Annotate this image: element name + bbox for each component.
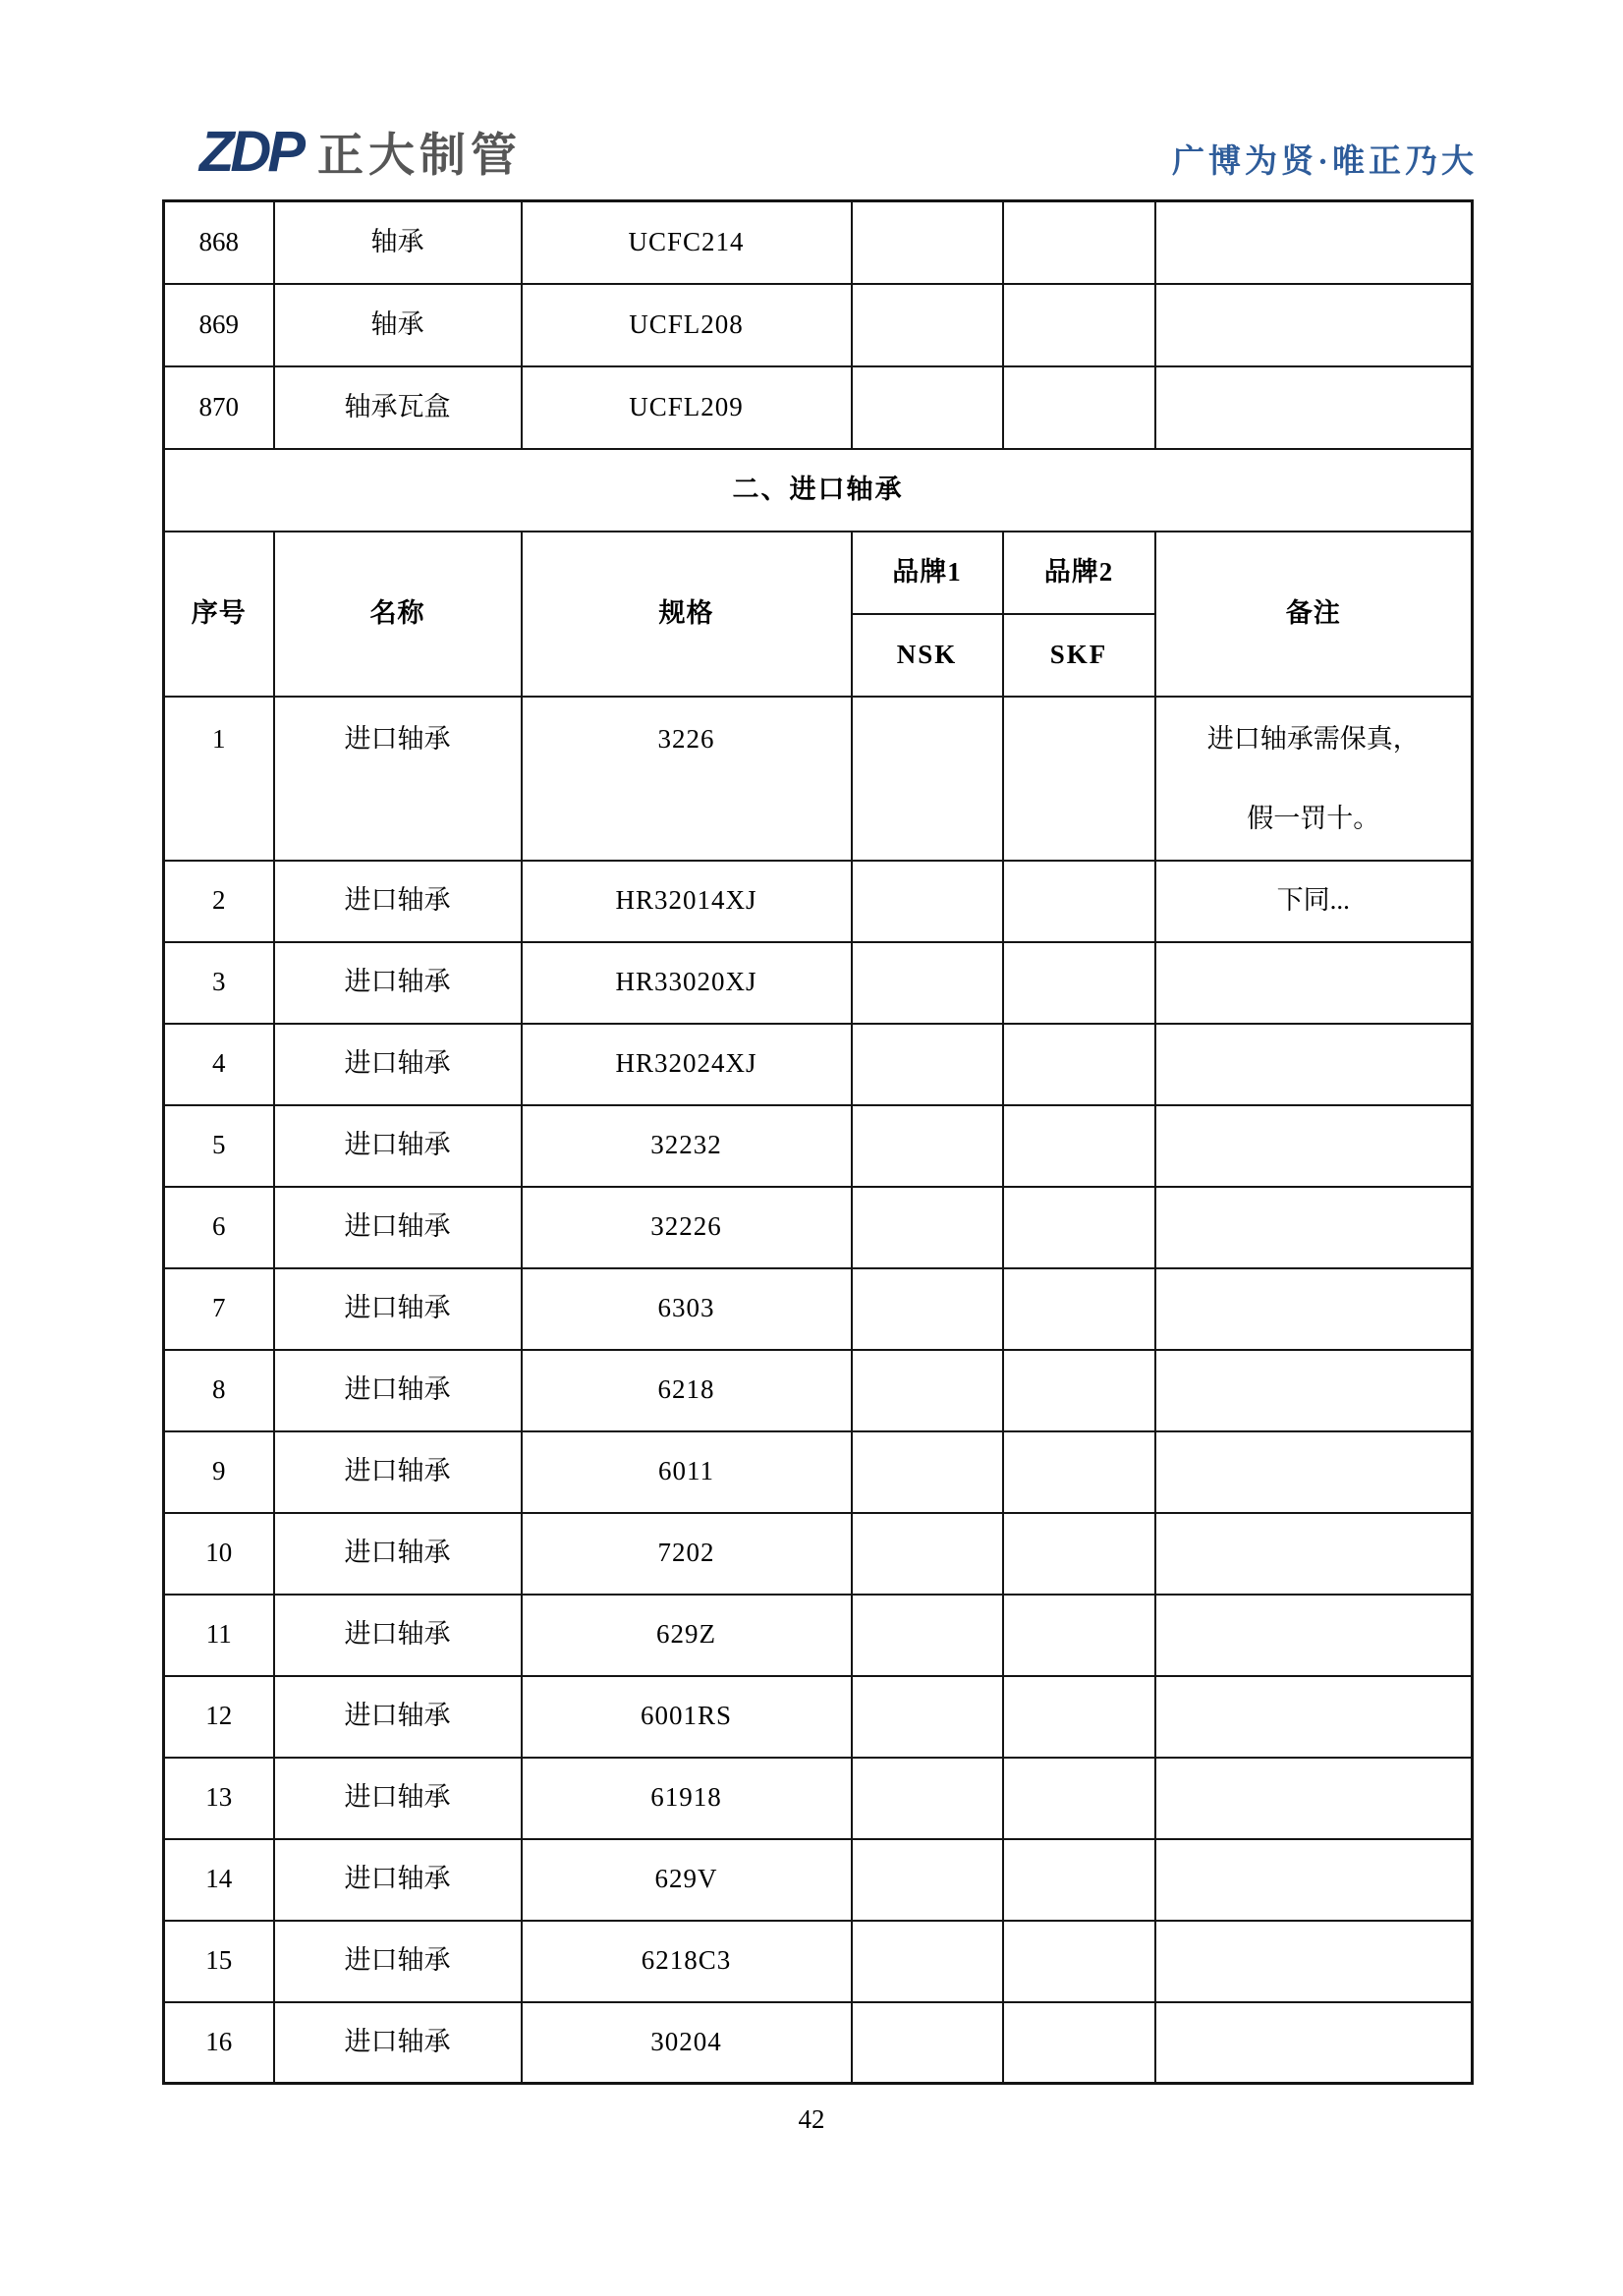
cell-remark (1155, 1758, 1473, 1839)
col-header-name: 名称 (274, 532, 522, 697)
table-row (164, 861, 1473, 942)
cell-brand2 (1003, 1758, 1155, 1839)
cell-remark (1155, 1431, 1473, 1513)
cell-seq: 1 (164, 697, 274, 861)
cell-name: 进口轴承 (274, 942, 522, 1024)
cell-name: 进口轴承 (274, 2002, 522, 2084)
table-row (164, 1187, 1473, 1268)
cell-name: 进口轴承 (274, 1839, 522, 1921)
cell-remark (1155, 1921, 1473, 2002)
cell-seq: 3 (164, 942, 274, 1024)
cell-brand1 (852, 1350, 1003, 1431)
table-row (164, 1024, 1473, 1105)
page-number: 42 (798, 2104, 825, 2134)
remark-line: 进口轴承需保真， (1206, 723, 1420, 754)
cell-spec: 6001RS (522, 1676, 852, 1758)
col-header-brand2: 品牌2 (1003, 532, 1155, 614)
cell-brand1 (852, 942, 1003, 1024)
cell-brand2 (1003, 1839, 1155, 1921)
cell-name: 进口轴承 (274, 1268, 522, 1350)
cell-name: 进口轴承 (274, 1350, 522, 1431)
cell-brand2 (1003, 1921, 1155, 2002)
cell-name: 进口轴承 (274, 1024, 522, 1105)
cell-brand1 (852, 1921, 1003, 2002)
section-title: 二、进口轴承 (164, 449, 1473, 532)
table-row (164, 942, 1473, 1024)
cell-seq: 2 (164, 861, 274, 942)
cell-spec: 32232 (522, 1105, 852, 1187)
header-body (164, 532, 1473, 697)
cell-brand1 (852, 284, 1003, 366)
cell-spec: 7202 (522, 1513, 852, 1595)
cell-brand1 (852, 697, 1003, 861)
cell-spec: HR33020XJ (522, 942, 852, 1024)
cell-spec: UCFL208 (522, 284, 852, 366)
cell-brand2 (1003, 1676, 1155, 1758)
cell-brand2 (1003, 284, 1155, 366)
cell-name: 进口轴承 (274, 1431, 522, 1513)
section-body (164, 449, 1473, 532)
table-row (164, 1595, 1473, 1676)
cell-seq: 13 (164, 1758, 274, 1839)
remark-line: 假一罚十。 (1247, 804, 1380, 834)
cell-name: 进口轴承 (274, 1758, 522, 1839)
logo-company-text: 正大制管 (317, 129, 522, 181)
cell-brand1 (852, 861, 1003, 942)
cell-remark (1155, 1105, 1473, 1187)
cell-remark (1155, 1187, 1473, 1268)
cell-brand2 (1003, 1595, 1155, 1676)
cell-seq: 869 (164, 284, 274, 366)
cell-spec: HR32014XJ (522, 861, 852, 942)
cell-remark (1155, 1513, 1473, 1595)
cell-brand2 (1003, 366, 1155, 449)
table-row (164, 1105, 1473, 1187)
cell-brand1 (852, 1431, 1003, 1513)
cell-seq: 14 (164, 1839, 274, 1921)
cell-seq: 870 (164, 366, 274, 449)
cell-remark (1155, 861, 1473, 942)
table-row (164, 1758, 1473, 1839)
cell-spec: UCFC214 (522, 201, 852, 284)
table-row (164, 1513, 1473, 1595)
cell-remark (1155, 1676, 1473, 1758)
cell-spec: 61918 (522, 1758, 852, 1839)
cell-remark (1155, 1268, 1473, 1350)
cell-seq: 15 (164, 1921, 274, 2002)
cell-spec: 6218C3 (522, 1921, 852, 2002)
col-header-brand1: 品牌1 (852, 532, 1003, 614)
cell-spec: 30204 (522, 2002, 852, 2084)
table-row (164, 2002, 1473, 2084)
cell-spec: 32226 (522, 1187, 852, 1268)
cell-spec: UCFL209 (522, 366, 852, 449)
cell-spec: 6218 (522, 1350, 852, 1431)
cell-spec: 629Z (522, 1595, 852, 1676)
header-slogan: 广博为贤·唯正乃大 (1171, 144, 1478, 180)
cell-name: 轴承瓦盒 (274, 366, 522, 449)
cell-brand1 (852, 1268, 1003, 1350)
col-header-remark: 备注 (1155, 532, 1473, 697)
cell-brand1 (852, 1024, 1003, 1105)
logo-zdp-text: ZDP (199, 120, 302, 184)
cell-brand2 (1003, 697, 1155, 861)
cell-brand2 (1003, 1431, 1155, 1513)
cell-name: 进口轴承 (274, 1676, 522, 1758)
cell-remark (1155, 366, 1473, 449)
cell-brand1 (852, 1105, 1003, 1187)
table-row (164, 1839, 1473, 1921)
cell-brand2 (1003, 1105, 1155, 1187)
table-row (164, 1350, 1473, 1431)
cell-name: 进口轴承 (274, 1921, 522, 2002)
cell-seq: 6 (164, 1187, 274, 1268)
data-rows-body (164, 697, 1473, 2084)
continuation-rows-body (164, 201, 1473, 449)
cell-remark (1155, 1839, 1473, 1921)
cell-remark (1155, 942, 1473, 1024)
cell-brand2 (1003, 1513, 1155, 1595)
cell-spec: HR32024XJ (522, 1024, 852, 1105)
cell-seq: 7 (164, 1268, 274, 1350)
section-title-row (164, 449, 1473, 532)
cell-brand1 (852, 1758, 1003, 1839)
table-row (164, 1921, 1473, 2002)
remark-line: 下同... (1276, 885, 1350, 916)
cell-spec: 3226 (522, 697, 852, 861)
company-logo (199, 120, 522, 184)
cell-brand1 (852, 1595, 1003, 1676)
table-row (164, 284, 1473, 366)
cell-brand1 (852, 1513, 1003, 1595)
cell-brand1 (852, 2002, 1003, 2084)
cell-brand2 (1003, 861, 1155, 942)
cell-brand1 (852, 1839, 1003, 1921)
cell-brand2 (1003, 201, 1155, 284)
cell-remark (1155, 284, 1473, 366)
cell-name: 进口轴承 (274, 1187, 522, 1268)
cell-remark (1155, 1024, 1473, 1105)
table-row (164, 1676, 1473, 1758)
cell-remark (1155, 697, 1473, 861)
cell-name: 进口轴承 (274, 1513, 522, 1595)
cell-name: 进口轴承 (274, 1105, 522, 1187)
table-row (164, 366, 1473, 449)
cell-brand1 (852, 1187, 1003, 1268)
cell-brand2 (1003, 942, 1155, 1024)
cell-brand1 (852, 201, 1003, 284)
col-header-spec: 规格 (522, 532, 852, 697)
col-header-seq: 序号 (164, 532, 274, 697)
table-row (164, 201, 1473, 284)
brand2-value: SKF (1003, 614, 1155, 697)
cell-brand2 (1003, 1187, 1155, 1268)
cell-remark (1155, 2002, 1473, 2084)
cell-seq: 8 (164, 1350, 274, 1431)
cell-seq: 10 (164, 1513, 274, 1595)
cell-seq: 5 (164, 1105, 274, 1187)
table-row (164, 1268, 1473, 1350)
cell-brand2 (1003, 1350, 1155, 1431)
parts-table (162, 199, 1474, 2085)
cell-remark (1155, 1595, 1473, 1676)
cell-spec: 6011 (522, 1431, 852, 1513)
column-header-row (164, 532, 1473, 614)
cell-name: 进口轴承 (274, 861, 522, 942)
cell-brand2 (1003, 1268, 1155, 1350)
cell-brand2 (1003, 2002, 1155, 2084)
cell-brand1 (852, 1676, 1003, 1758)
cell-name: 进口轴承 (274, 1595, 522, 1676)
cell-seq: 12 (164, 1676, 274, 1758)
cell-brand1 (852, 366, 1003, 449)
cell-seq: 4 (164, 1024, 274, 1105)
cell-name: 进口轴承 (274, 697, 522, 861)
table-row (164, 1431, 1473, 1513)
brand1-value: NSK (852, 614, 1003, 697)
cell-seq: 9 (164, 1431, 274, 1513)
cell-name: 轴承 (274, 284, 522, 366)
cell-seq: 868 (164, 201, 274, 284)
cell-seq: 16 (164, 2002, 274, 2084)
cell-remark (1155, 1350, 1473, 1431)
cell-name: 轴承 (274, 201, 522, 284)
table-row (164, 697, 1473, 861)
cell-seq: 11 (164, 1595, 274, 1676)
cell-brand2 (1003, 1024, 1155, 1105)
cell-spec: 6303 (522, 1268, 852, 1350)
cell-remark (1155, 201, 1473, 284)
cell-spec: 629V (522, 1839, 852, 1921)
